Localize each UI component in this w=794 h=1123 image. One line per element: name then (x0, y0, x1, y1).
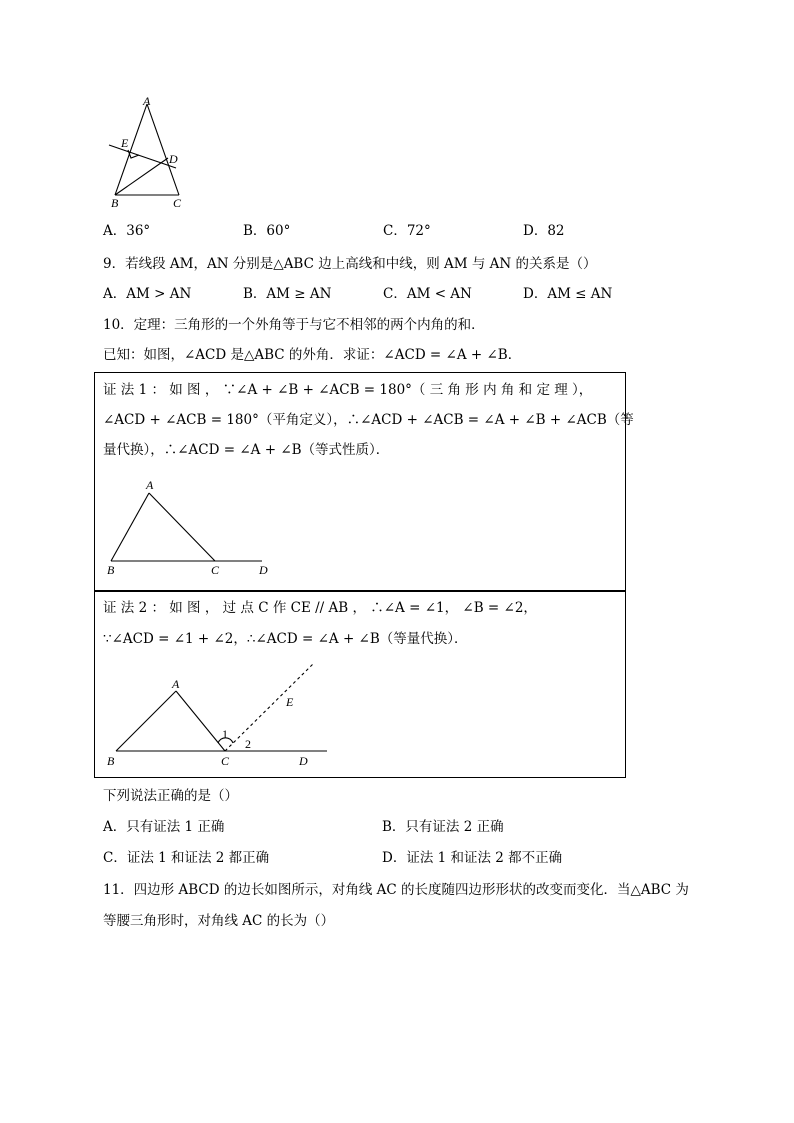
q10-given: 已知：如图，∠ACD 是△ABC 的外角．求证：∠ACD = ∠A + ∠B． (103, 347, 522, 363)
proof-1-label-c: C (211, 563, 220, 577)
q8-label-c: C (173, 196, 182, 210)
q9-option-c[interactable]: C．AM < AN (383, 286, 472, 302)
q8-label-e: E (121, 136, 129, 150)
q8-option-c[interactable]: C．72° (383, 223, 431, 239)
proof-2-label-angle-1: 1 (222, 727, 228, 741)
q8-option-d[interactable]: D．82 (523, 223, 565, 239)
q9-option-b[interactable]: B．AM ≥ AN (243, 286, 332, 302)
proof-2-label-c: C (221, 754, 230, 768)
q10-option-a[interactable]: A．只有证法 1 正确 (103, 819, 225, 835)
q8-label-b: B (111, 196, 119, 210)
q11-line-2: 等腰三角形时，对角线 AC 的长为（） (103, 913, 335, 929)
q11-line-1: 11．四边形 ABCD 的边长如图所示，对角线 AC 的长度随四边形形状的改变而变化．当△ABC 为 (103, 882, 689, 898)
q8-option-b[interactable]: B．60° (243, 223, 291, 239)
proof-2-label-b: B (107, 754, 115, 768)
q8-option-a[interactable]: A．36° (103, 223, 151, 239)
proof-2-line-2: ∵∠ACD = ∠1 + ∠2，∴∠ACD = ∠A + ∠B（等量代换）． (103, 631, 468, 647)
proof-2-label-angle-2: 2 (245, 737, 251, 751)
proof-1-label-a: A (146, 478, 154, 492)
proof-1-line-1: 证 法 1 ： 如 图 ， ∵∠A + ∠B + ∠ACB = 180°（ 三 角 形 内 角 和 定 理 ）， (103, 382, 593, 398)
q10-question: 下列说法正确的是（） (103, 788, 238, 804)
q9-option-d[interactable]: D．AM ≤ AN (523, 286, 613, 302)
proof-2-line-1: 证 法 2 ： 如 图 ， 过 点 C 作 CE // AB ， ∴∠A = ∠1， ∠B = ∠2， (103, 600, 537, 616)
q10-option-d[interactable]: D．证法 1 和证法 2 都不正确 (382, 850, 563, 866)
q10-option-b[interactable]: B．只有证法 2 正确 (382, 819, 504, 835)
proof-2-label-a: A (172, 677, 180, 691)
proof-1-line-2: ∠ACD + ∠ACB = 180°（平角定义），∴∠ACD + ∠ACB = ∠A + ∠B + ∠ACB（等 (103, 412, 634, 428)
q10-theorem: 10．定理：三角形的一个外角等于与它不相邻的两个内角的和． (103, 317, 485, 333)
proof-1-label-d: D (259, 563, 268, 577)
proof-2-label-d: D (299, 754, 308, 768)
proof-2-label-e: E (286, 695, 294, 709)
q8-label-a: A (143, 94, 151, 108)
proof-1-line-3: 量代换），∴∠ACD = ∠A + ∠B（等式性质）． (103, 442, 390, 458)
q10-option-c[interactable]: C．证法 1 和证法 2 都正确 (103, 850, 270, 866)
q9-option-a[interactable]: A．AM > AN (103, 286, 192, 302)
q9-stem: 9．若线段 AM，AN 分别是△ABC 边上高线和中线，则 AM 与 AN 的关系是（） (103, 256, 597, 272)
q8-label-d: D (169, 152, 178, 166)
proof-1-label-b: B (107, 563, 115, 577)
